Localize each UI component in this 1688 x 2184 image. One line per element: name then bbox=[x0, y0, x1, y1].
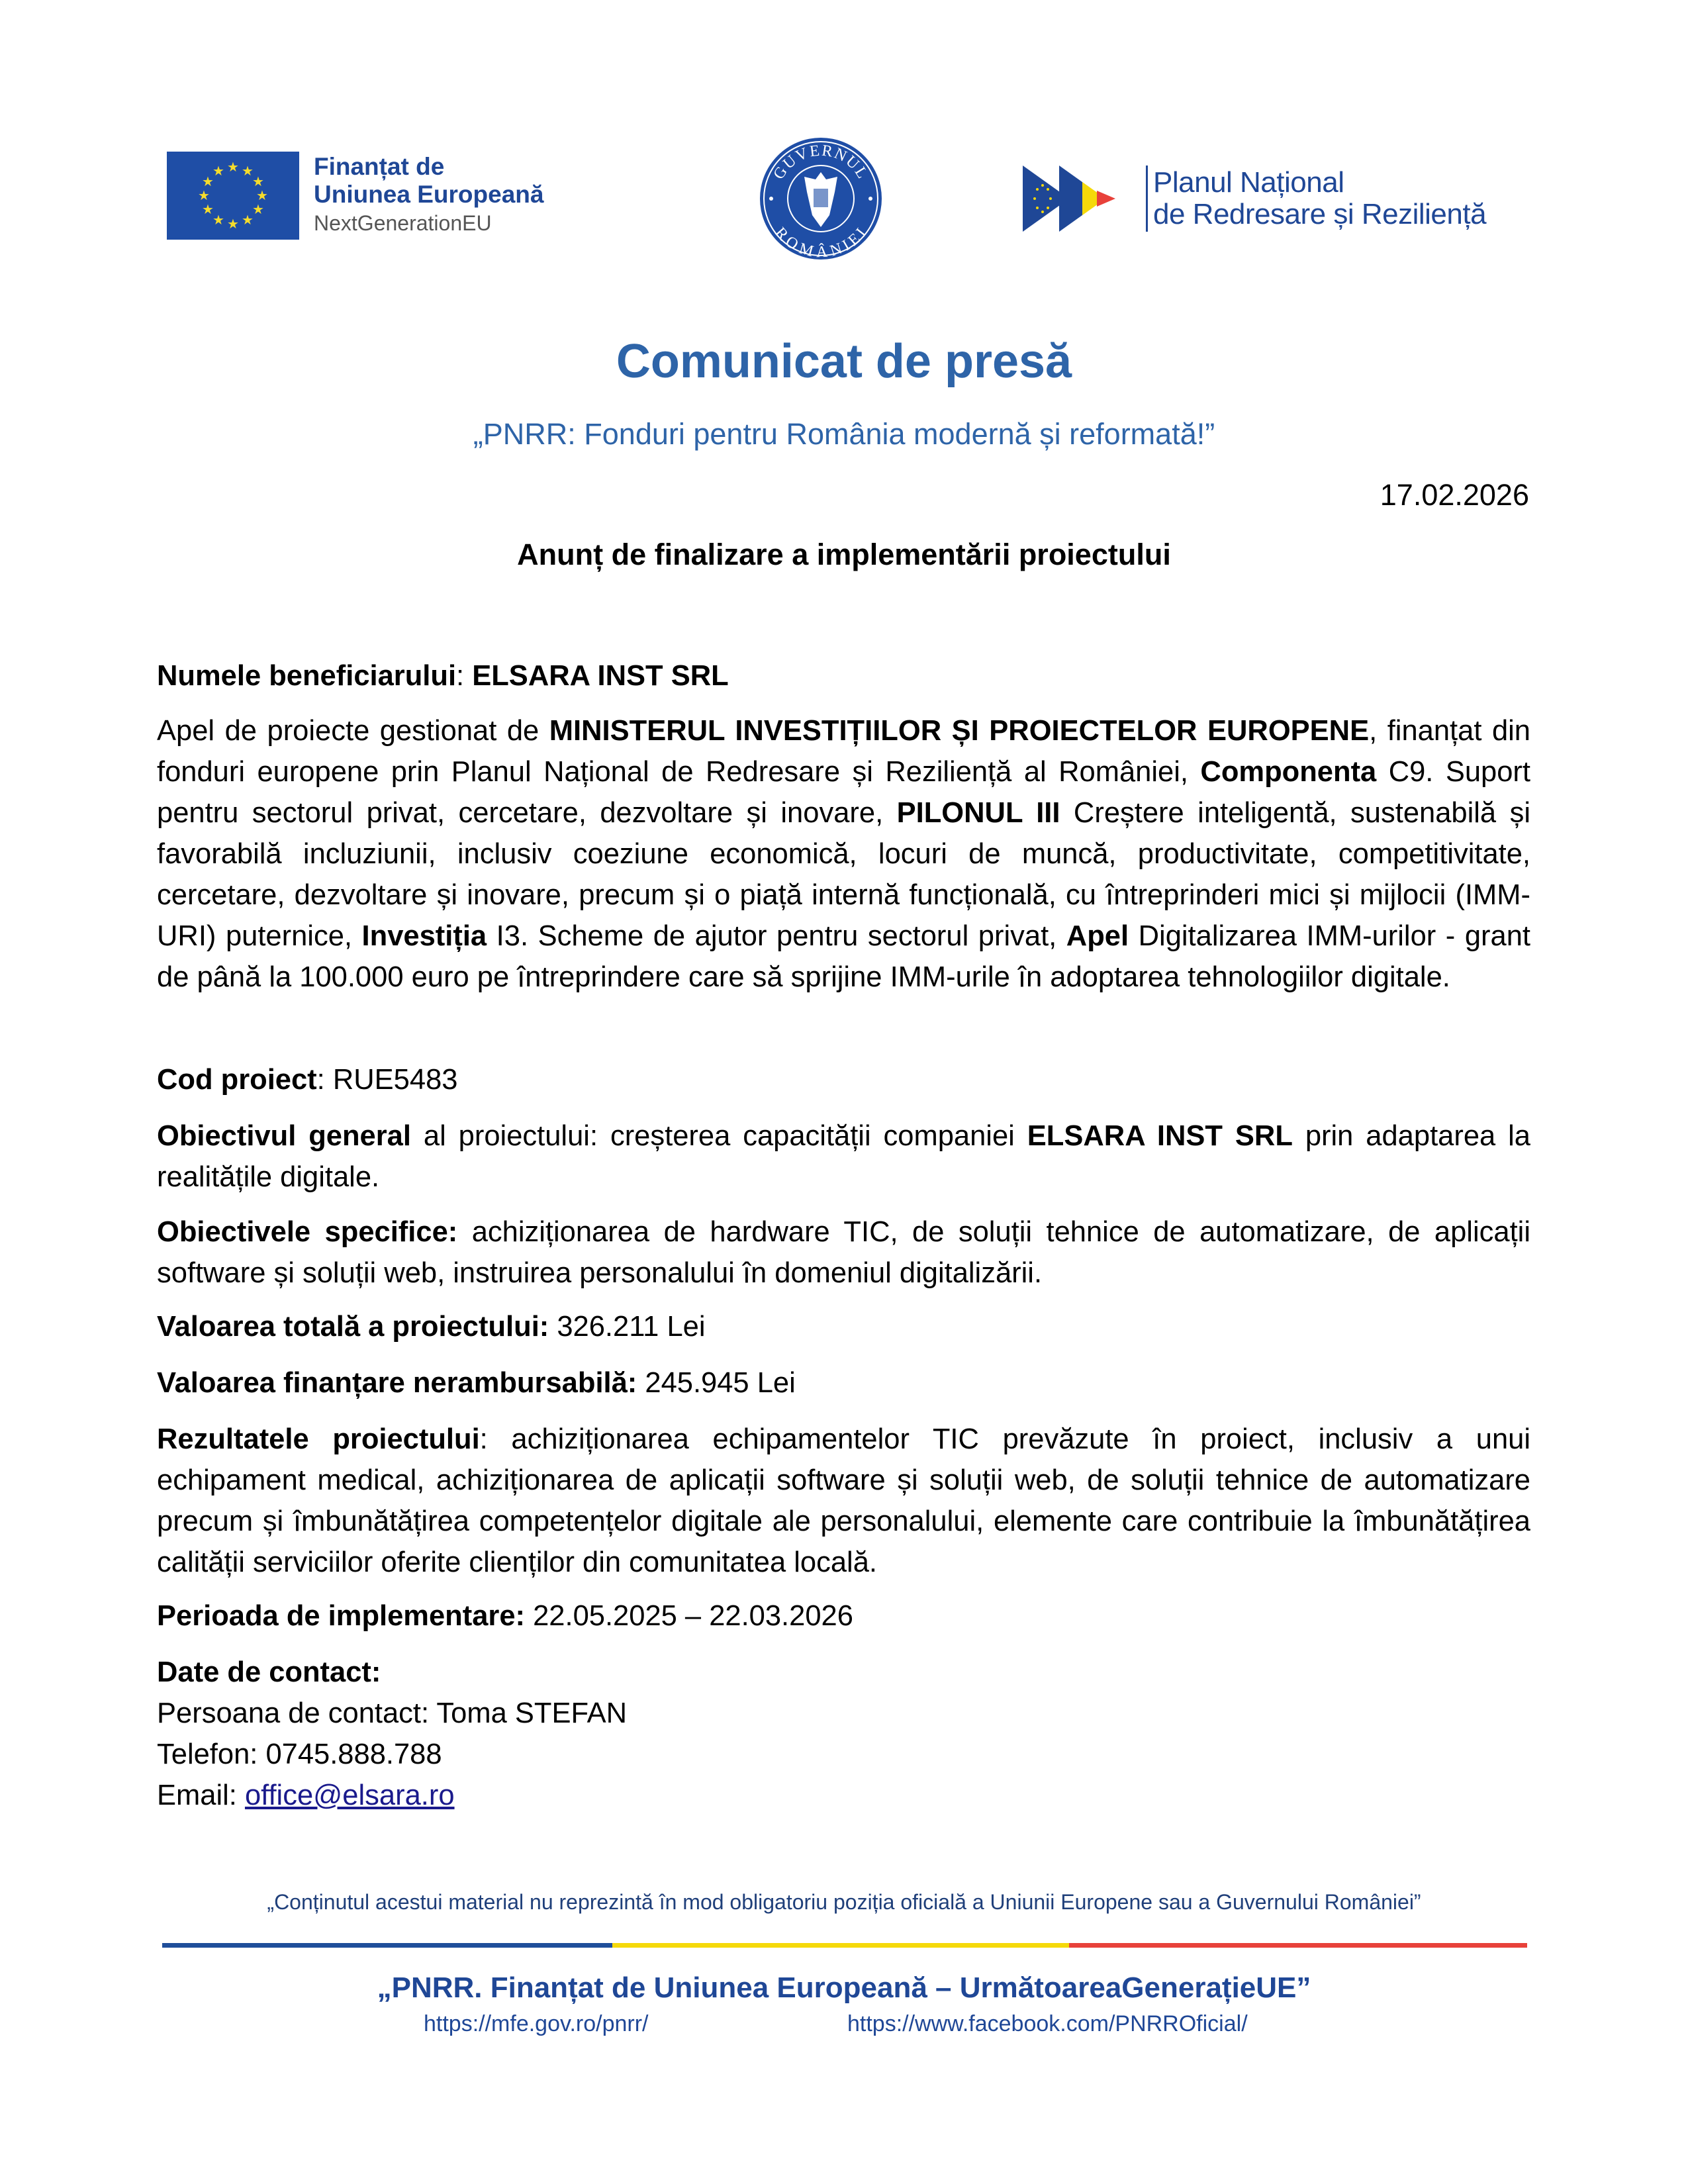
pnrr-arrows-icon bbox=[1023, 166, 1142, 232]
beneficiary-label: Numele beneficiarului bbox=[157, 660, 457, 692]
subtitle: „PNRR: Fonduri pentru România modernă și reformată!” bbox=[473, 417, 1215, 451]
pnrr-divider bbox=[1146, 166, 1148, 232]
contact-block: Date de contact: Persoana de contact: Toma STEFAN Telefon: 0745.888.788 Email: office@elsara.ro bbox=[157, 1656, 628, 1811]
eu-logo-line3: NextGenerationEU bbox=[314, 211, 492, 235]
grant-value: 245.945 Lei bbox=[637, 1367, 796, 1399]
contact-email-link[interactable]: office@elsara.ro bbox=[244, 1780, 455, 1811]
footer-title: „PNRR. Finanțat de Uniunea Europeană – UrmătoareaGenerațieUE” bbox=[377, 1971, 1311, 2004]
period-line: Perioada de implementare: 22.05.2025 – 22.03.2026 bbox=[157, 1600, 853, 1632]
disclaimer: „Conținutul acestui material nu reprezintă în mod obligatoriu poziția oficială a Uniunii Europene sau a Guvernului României” bbox=[267, 1890, 1421, 1914]
total-value: 326.211 Lei bbox=[549, 1311, 706, 1343]
total-value-line: Valoarea totală a proiectului: 326.211 Lei bbox=[157, 1311, 706, 1343]
grant-value-line: Valoarea finanțare nerambursabilă: 245.945 Lei bbox=[157, 1367, 796, 1399]
eu-flag-icon: ★ ★ ★ ★ ★ ★ ★ ★ ★ ★ ★ ★ bbox=[167, 152, 299, 240]
period-value: 22.05.2025 – 22.03.2026 bbox=[525, 1600, 853, 1632]
contact-phone: 0745.888.788 bbox=[265, 1738, 442, 1770]
pnrr-logo-line1: Planul Național bbox=[1153, 166, 1344, 199]
stripe-blue bbox=[162, 1943, 612, 1948]
call-paragraph: Apel de proiecte gestionat de MINISTERUL INVESTIȚIILOR ȘI PROIECTELOR EUROPENE, finanțat din fonduri europene prin Planul Național de Redresare și Reziliență al României, Componenta C9. Suport pentru sectorul privat, cercetare, dezvoltare și inovare, PILONUL III Creștere inteligentă, sustenabilă și favorabilă incluziunii, inclusiv coeziune economică, locuri de muncă, productivitate, competitivitate, cercetare, dezvoltare și inovare, precum și o piață internă funcțională, cu întreprinderi mici și mijlocii (IMM-URI) puternice, Investiția I3. Scheme de ajutor pentru sectorul privat, Apel Digitalizarea IMM-urilor - grant de până la 100.000 euro pe întreprindere care să sprijine IMM-urile în adoptarea tehnologiilor digitale. bbox=[157, 715, 1530, 993]
release-date: 17.02.2026 bbox=[1380, 478, 1529, 512]
stripe-yellow bbox=[612, 1943, 1069, 1948]
stripe-red bbox=[1069, 1943, 1527, 1948]
project-code-label: Cod proiect bbox=[157, 1064, 317, 1096]
project-code-value: RUE5483 bbox=[332, 1064, 458, 1096]
page-title: Comunicat de presă bbox=[616, 335, 1072, 388]
eu-logo-line2: Uniunea Europeană bbox=[314, 181, 544, 208]
results-paragraph: Rezultatele proiectului: achiziționarea echipamentelor TIC prevăzute în proiect, inclusiv a unui echipament medical, achiziționarea de aplicații software și soluții web, de soluții tehnice de automatizare precum și îmbunătățirea competențelor digitale ale personalului, elemente care contribuie la îmbunătățirea calității serviciilor oferite clienților din comunitatea locală. bbox=[157, 1423, 1530, 1578]
facebook-pnrr-link[interactable]: https://www.facebook.com/PNRROficial/ bbox=[847, 2011, 1248, 2036]
specific-objectives: Obiectivele specifice: achiziționarea de hardware TIC, de soluții tehnice de automatizare, de aplicații software și soluții web, instruirea personalului în domeniul digitalizării. bbox=[157, 1216, 1530, 1289]
announcement-heading: Anunț de finalizare a implementării proiectului bbox=[517, 538, 1171, 571]
general-objective: Obiectivul general al proiectului: creșterea capacității companiei ELSARA INST SRL prin adaptarea la realitățile digitale. bbox=[157, 1120, 1530, 1193]
mfe-pnrr-link[interactable]: https://mfe.gov.ro/pnrr/ bbox=[424, 2011, 649, 2036]
eu-funding-logo bbox=[167, 149, 577, 242]
eu-logo-line1: Finanțat de bbox=[314, 153, 445, 180]
svg-text:ROMÂNIEI: ROMÂNIEI bbox=[771, 224, 871, 261]
beneficiary-value: ELSARA INST SRL bbox=[472, 660, 729, 692]
pnrr-logo-line2: de Redresare și Reziliență bbox=[1153, 198, 1487, 230]
project-code-line: Cod proiect: RUE5483 bbox=[157, 1064, 458, 1096]
tricolor-stripe bbox=[162, 1943, 1527, 1948]
svg-text:GUVERNUL: GUVERNUL bbox=[770, 142, 872, 183]
contact-person: Toma STEFAN bbox=[436, 1697, 628, 1729]
romanian-government-seal-icon bbox=[758, 136, 884, 261]
pnrr-logo bbox=[1023, 159, 1539, 238]
beneficiary-line: Numele beneficiarului: ELSARA INST SRL bbox=[157, 660, 729, 692]
contact-heading: Date de contact: bbox=[157, 1656, 381, 1688]
ministry-name: MINISTERUL INVESTIȚIILOR ȘI PROIECTELOR EUROPENE bbox=[549, 715, 1370, 747]
